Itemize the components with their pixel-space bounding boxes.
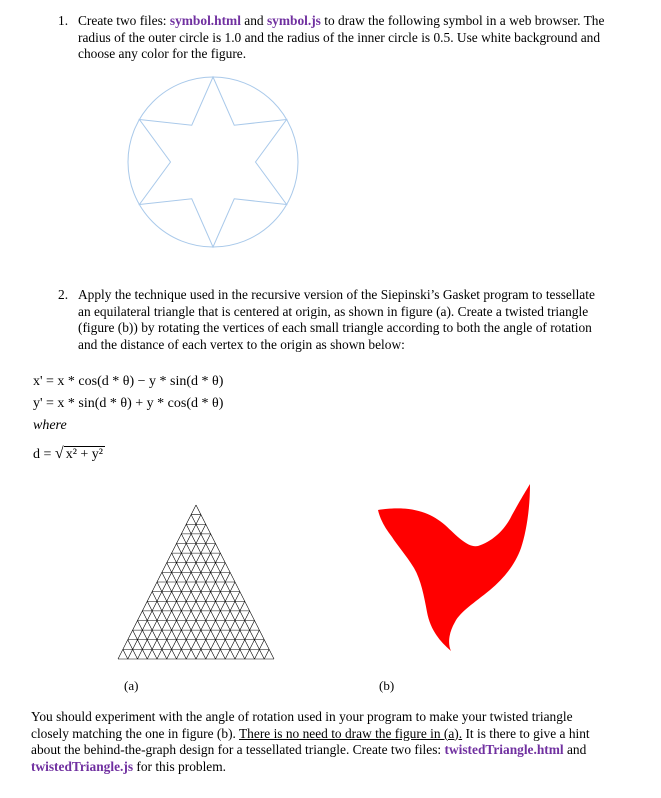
footer-paragraph — [31, 709, 611, 775]
footer-t1: You should experiment with the angle of rotation used in your program to make your twisted triangle closely matching the one in figure (b). — [31, 709, 573, 741]
tessellation-line — [157, 544, 216, 660]
footer-t2: It is there to give a hint about the behind-the-graph design for a tessellated triangle. Create two files: — [31, 725, 590, 757]
tessellation-line — [245, 630, 260, 659]
tessellation-line — [235, 621, 255, 660]
tessellation-line — [206, 592, 240, 659]
tessellation-line — [142, 611, 166, 659]
footer-t3: for this problem. — [133, 758, 227, 774]
tessellation-line — [255, 640, 265, 659]
tessellation-line — [147, 601, 176, 659]
tessellation-line — [123, 649, 128, 659]
equation-d — [33, 446, 105, 463]
question-1-text — [78, 13, 618, 63]
tessellation-line — [181, 534, 244, 659]
tessellation-line — [162, 572, 206, 659]
tessellation-lines — [118, 505, 274, 659]
equation-x-prime: x' = x * cos(d * θ) − y * sin(d * θ) — [33, 374, 224, 389]
tessellation-line — [138, 524, 206, 659]
tessellation-line — [186, 572, 230, 659]
footer-and: and — [563, 742, 587, 757]
caption-a: (a) — [124, 678, 139, 693]
tessellation-line — [152, 592, 186, 659]
outer-circle — [128, 77, 298, 247]
q1-file-html: symbol.html — [169, 13, 241, 28]
where-label: where — [33, 418, 67, 433]
tessellation-line — [172, 553, 226, 659]
tessellation-line — [157, 582, 196, 659]
tessellation-line — [264, 649, 269, 659]
six-pointed-star — [139, 77, 286, 247]
q1-rest: to draw the following symbol in a web browser. The radius of the outer circle is 1.0 and the radius of the inner circle is 0.5. Use white background and choose any color for the figure. — [78, 13, 605, 61]
equation-d-lhs: d = — [33, 447, 52, 462]
tessellation-line — [177, 563, 226, 659]
tessellation-line — [128, 515, 201, 659]
equation-y-prime: y' = x * sin(d * θ) + y * cos(d * θ) — [33, 396, 224, 411]
twisted-triangle-shape — [378, 484, 530, 651]
footer-file-html: twistedTriangle.html — [444, 742, 564, 757]
question-2-number: 2. — [58, 287, 69, 302]
q1-and: and — [240, 13, 267, 28]
tessellation-line — [196, 582, 235, 659]
tessellation-line — [138, 621, 158, 660]
tessellation-line — [196, 505, 274, 659]
footer-file-js: twistedTriangle.js — [31, 758, 134, 774]
footer-underlined: There is no need to draw the figure in (a). — [239, 725, 463, 741]
tessellation-line — [167, 563, 216, 659]
tessellation-line — [118, 505, 196, 659]
equation-d-radicand: x² + y² — [65, 447, 103, 462]
tessellation-line — [216, 601, 245, 659]
tessellation-line — [128, 640, 138, 659]
sqrt-sign: √ — [54, 445, 64, 462]
q1-file-js: symbol.js — [266, 13, 321, 28]
tessellation-line — [167, 553, 221, 659]
tessellation-line — [191, 515, 264, 659]
tessellation-line — [147, 534, 210, 659]
tessellation-line — [133, 630, 148, 659]
tessellation-line — [225, 611, 249, 659]
question-2-text: Apply the technique used in the recursive version of the Siepinski’s Gasket program to tessellate an equilateral triangle that is centered at origin, as shown in figure (a). Create a twisted triangle (figure (b)) by rotating the vertices of each small triangle according to both the angle of rotation and the distance of each vertex to the origin as shown below: — [78, 287, 595, 352]
tessellation-line — [177, 544, 236, 660]
caption-b: (b) — [379, 678, 395, 693]
question-1-number: 1. — [58, 13, 69, 28]
q1-pre: Create two files: — [78, 13, 170, 28]
tessellation-line — [186, 524, 254, 659]
